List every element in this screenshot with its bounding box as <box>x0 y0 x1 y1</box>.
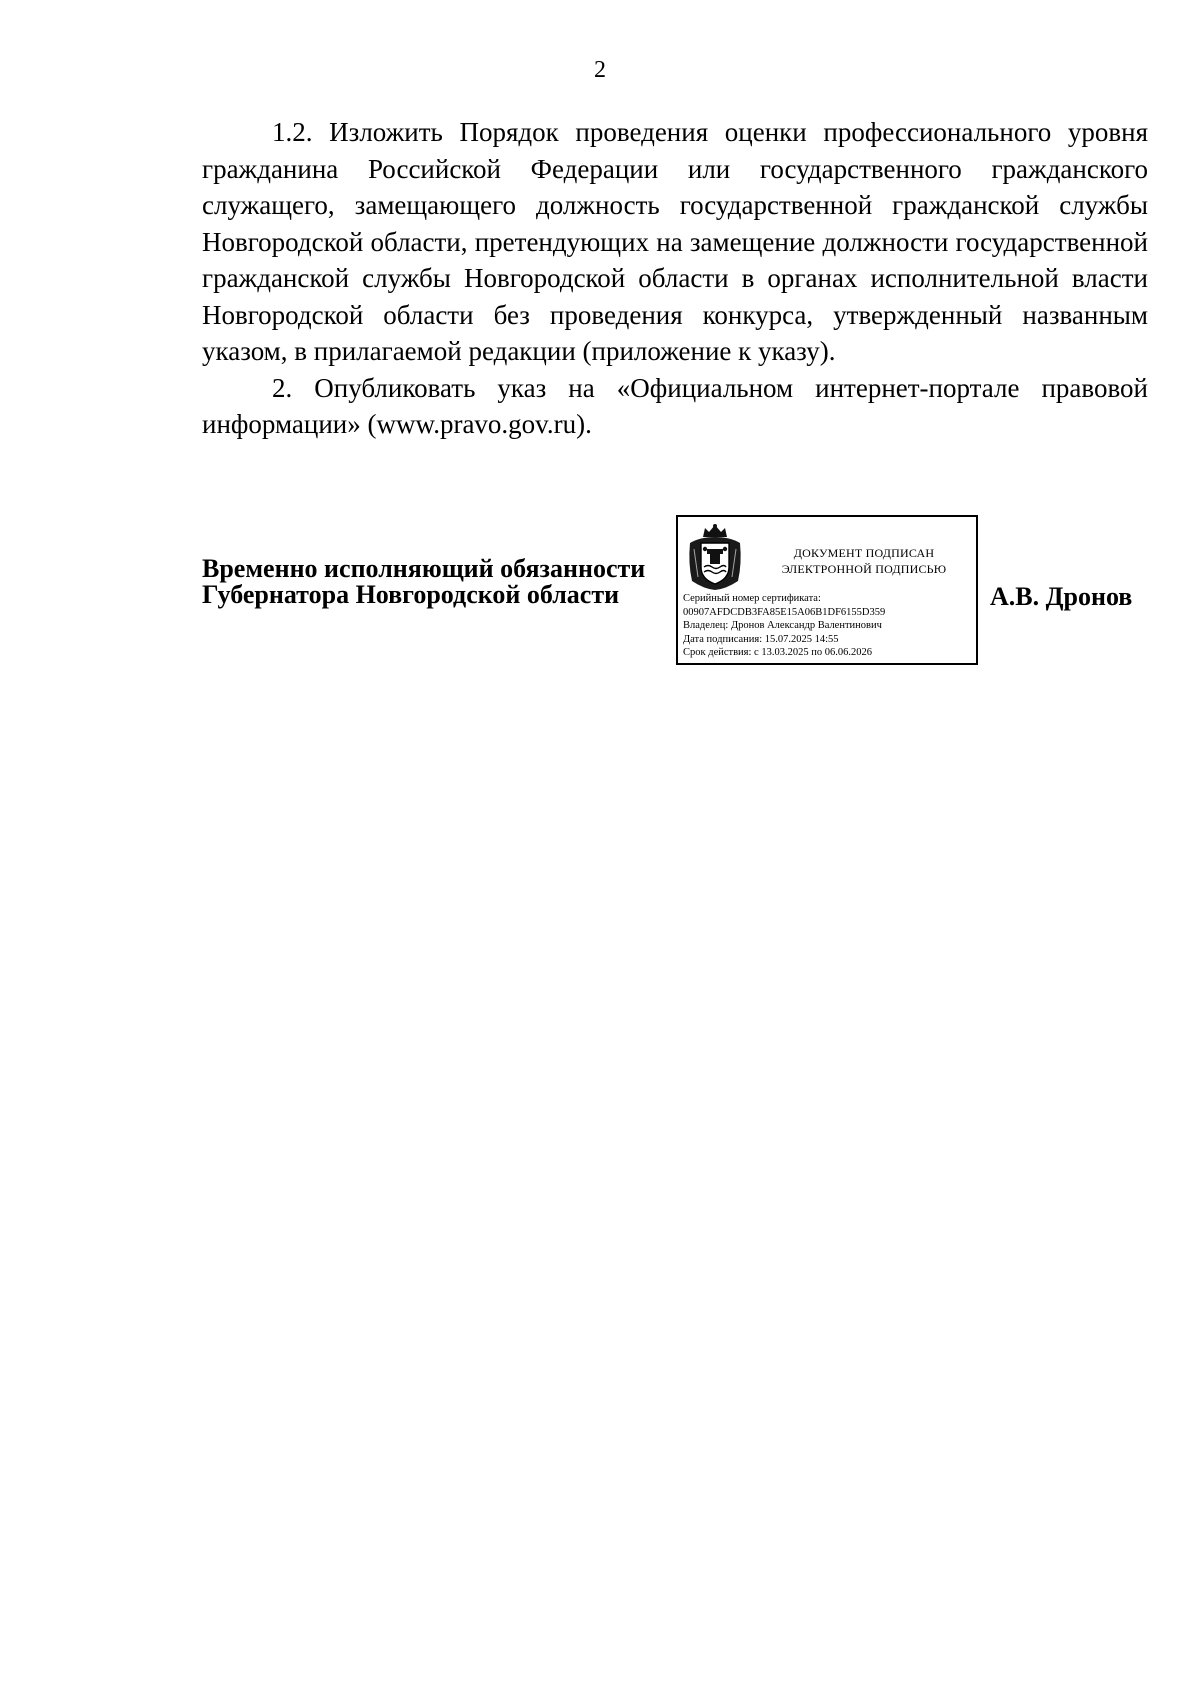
signer-title-line-2: Губернатора Новгородской области <box>202 580 620 609</box>
signer-title <box>202 556 682 608</box>
stamp-header <box>758 545 970 577</box>
certificate-owner: Владелец: Дронов Александр Валентинович <box>683 620 882 631</box>
electronic-signature-stamp <box>676 515 978 665</box>
document-body <box>202 114 1148 443</box>
signer-name: А.В. Дронов <box>990 582 1133 611</box>
stamp-header-line-1: ДОКУМЕНТ ПОДПИСАН <box>793 546 935 560</box>
certificate-serial-value: 00907AFDCDB3FA85E15A06B1DF6155D359 <box>683 606 886 618</box>
signer-title-line-1: Временно исполняющий обязанности <box>202 554 646 583</box>
stamp-header-line-2: ЭЛЕКТРОННОЙ ПОДПИСЬЮ <box>781 562 947 576</box>
stamp-details <box>683 592 975 660</box>
novgorod-coat-of-arms-icon <box>686 523 744 591</box>
certificate-validity: Срок действия: с 13.03.2025 по 06.06.2026 <box>683 647 872 658</box>
certificate-serial-label: Серийный номер сертификата: <box>683 593 821 604</box>
page-number: 2 <box>594 57 606 83</box>
signing-date: Дата подписания: 15.07.2025 14:55 <box>683 633 839 645</box>
paragraph-2: 2. Опубликовать указ на «Официальном интернет-портале правовой информации» (www.pravo.gov.ru). <box>202 372 1148 439</box>
paragraph-1-2: 1.2. Изложить Порядок проведения оценки профессионального уровня гражданина Российской Федерации или государственного гражданского служащего, замещающего должность государственной гражданской службы Новгородской области, претендующих на замещение должности государственной гражданской службы Новгородской области в органах исполнительной власти Новгородской области без проведения конкурса, утвержденный названным указом, в прилагаемой редакции (приложение к указу). <box>202 117 1148 366</box>
